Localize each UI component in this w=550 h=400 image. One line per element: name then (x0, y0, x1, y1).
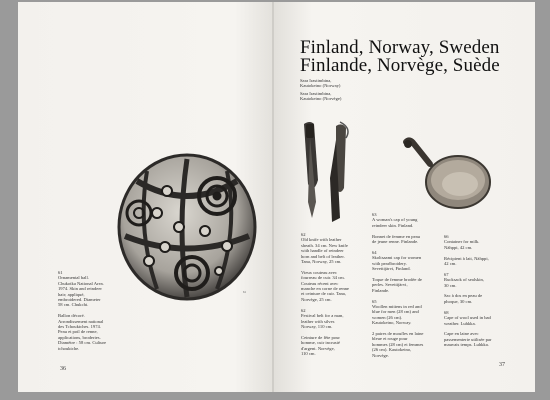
right-page-number: 37 (499, 362, 505, 368)
left-page-number: 36 (60, 366, 66, 372)
knife-sheath-image (296, 118, 356, 228)
source-credit-french: Sara Irastimbina, Kautokeino (Norvège) (300, 91, 342, 102)
ornamental-ball-image (117, 151, 257, 301)
source-credit-english: Sara Irastimbina, Kautokeino (Norway) (300, 78, 341, 89)
caption-caps-mittens: 63 A woman's cap of young reindeer skin. Finland. Bonnet de femme en peau de jeune renne. Finlande. 64 Skoltsaami cap for women with pearlbroidery. Sevettijärvi, Finland. Toque de femme brodée de perles. Sevettijärvi, Finlande. 65 Woollen mittens in red and blue for men (28 cm) and women (26 cm). Kautokeino, Norway. 2 paires de moufles en laine bleue et rouge pour hommes (28 cm) et femmes (26 cm). Kautokeino, Norvège. (372, 212, 424, 358)
book-gutter (272, 2, 274, 392)
page-title-french: Finlande, Norvège, Suède (300, 55, 500, 76)
caption-container-rucksack-cape: 66 Container for milk. Nähppi, 42 cm. Récipient à lait, Nähppi, 42 cm. 67 Rucksack of sealskin, 30 cm. Sac à dos en peau de phoque, 30 cm. 68 Cape of wool used in bad weather. Luhkka. Cape en laine avec passementerie utilisée par mauvais temps. Luhkka. (444, 234, 492, 348)
ball-figure-label: 61 (243, 290, 246, 294)
ball-caption: 61 Ornamental ball. Chukotka National Area. 1974. Skin and reindeer hair; appliqué, embroidered. Diameter 58 cm. Chukchi. Ballon décoré. Arrondissement national des Tchouktches. 1974. Peau et poil de renne, applications, broderies. Diamètre : 58 cm. Culture tchouktche. (58, 270, 107, 351)
milk-container-image (400, 136, 492, 212)
page-title-english: Finland, Norway, Sweden (300, 37, 500, 58)
caption-knife-belt: 62 Old knife with leather sheath. 34 cm. New knife with handle of reindeer horn and belt of leather. Tana, Norway, 25 cm. Vieux couteau avec fourreau de cuir. 34 cm. Couteau récent avec manche en corne de renne et ceinture de cuir. Tana, Norvège, 25 cm. 62 Festival belt for a man, leather with silver. Norway, 110 cm. Ceinture de fête pour homme, cuir incrusté d'argent. Norvège, 110 cm. (301, 232, 349, 356)
